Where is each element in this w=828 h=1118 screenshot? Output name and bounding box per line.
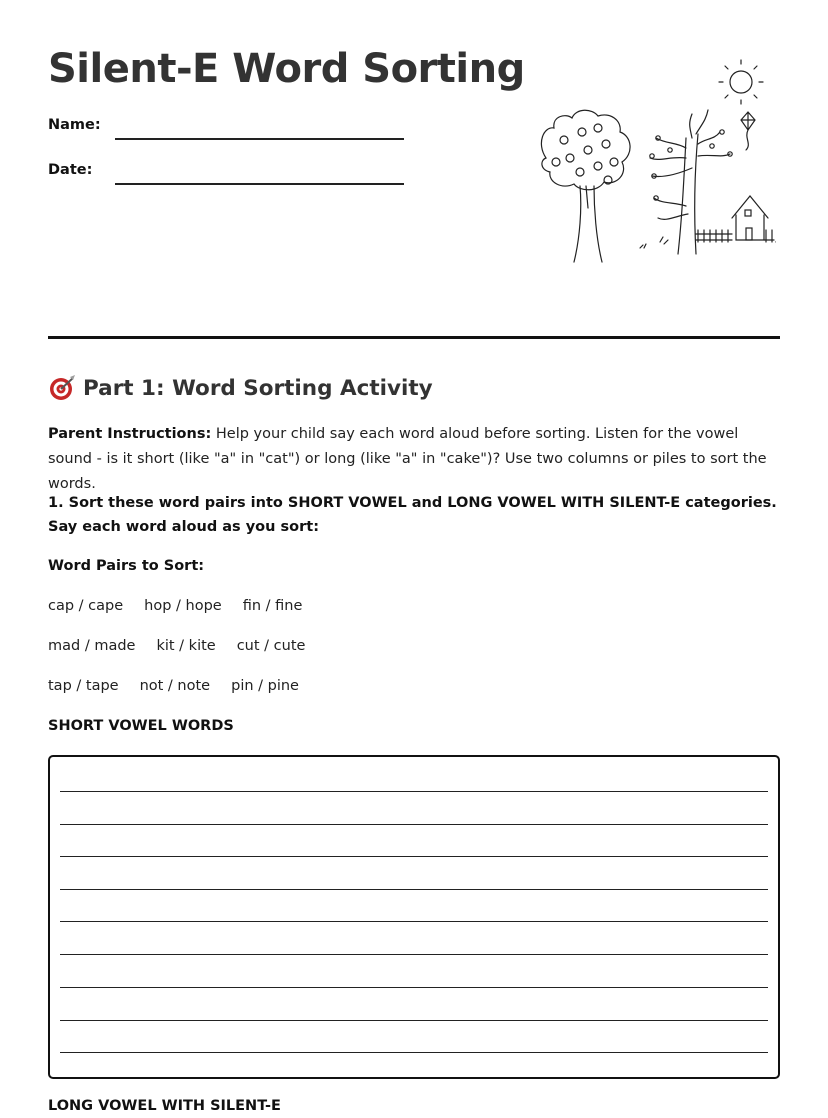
target-dart-icon: [48, 374, 76, 402]
long-vowel-heading: LONG VOWEL WITH SILENT-E: [48, 1098, 281, 1114]
writing-line[interactable]: [60, 921, 768, 922]
word-pair: pin / pine: [231, 678, 299, 694]
writing-line[interactable]: [60, 1020, 768, 1021]
writing-line[interactable]: [60, 856, 768, 857]
parent-instructions: [48, 422, 780, 497]
parent-instructions-text: Help your child say each word aloud before sorting. Listen for the vowel sound - is it short (like "a" in "cat") or long (like "a" in "cake")? Use two columns or piles to sort the words.: [48, 426, 767, 492]
word-pair: kit / kite: [156, 638, 216, 654]
word-pair-row: [48, 678, 299, 694]
date-field[interactable]: [115, 183, 404, 185]
section-divider: [48, 336, 780, 339]
writing-line[interactable]: [60, 791, 768, 792]
name-label: Name:: [48, 117, 101, 133]
part1-heading: [48, 374, 433, 402]
writing-line[interactable]: [60, 987, 768, 988]
writing-line[interactable]: [60, 824, 768, 825]
writing-line[interactable]: [60, 889, 768, 890]
word-pair: mad / made: [48, 638, 136, 654]
word-pair: fin / fine: [242, 598, 303, 614]
word-pairs-heading: Word Pairs to Sort:: [48, 558, 205, 574]
page-title: Silent-E Word Sorting: [48, 46, 525, 92]
short-vowel-heading: SHORT VOWEL WORDS: [48, 718, 234, 734]
date-label: Date:: [48, 162, 93, 178]
trees-kite-house-illustration: [536, 58, 776, 268]
word-pair-row: [48, 638, 305, 654]
question-1: 1. Sort these word pairs into SHORT VOWEL and LONG VOWEL WITH SILENT-E categories. Say each word aloud as you sort:: [48, 495, 777, 535]
word-pair: not / note: [139, 678, 211, 694]
word-pair: hop / hope: [144, 598, 222, 614]
sun-icon: [719, 60, 763, 104]
word-pair: cut / cute: [236, 638, 306, 654]
apple-tree-icon: [541, 110, 630, 262]
word-pair: cap / cape: [48, 598, 124, 614]
kite-icon: [741, 112, 755, 130]
writing-line[interactable]: [60, 954, 768, 955]
writing-line[interactable]: [60, 1052, 768, 1053]
word-pair-row: [48, 598, 302, 614]
word-pair: tap / tape: [48, 678, 119, 694]
name-field[interactable]: [115, 138, 404, 140]
parent-instructions-label: Parent Instructions:: [48, 426, 212, 442]
part1-heading-text: Part 1: Word Sorting Activity: [83, 375, 433, 401]
tree-kite-icon: [650, 110, 755, 254]
short-vowel-writing-box[interactable]: [48, 755, 780, 1079]
